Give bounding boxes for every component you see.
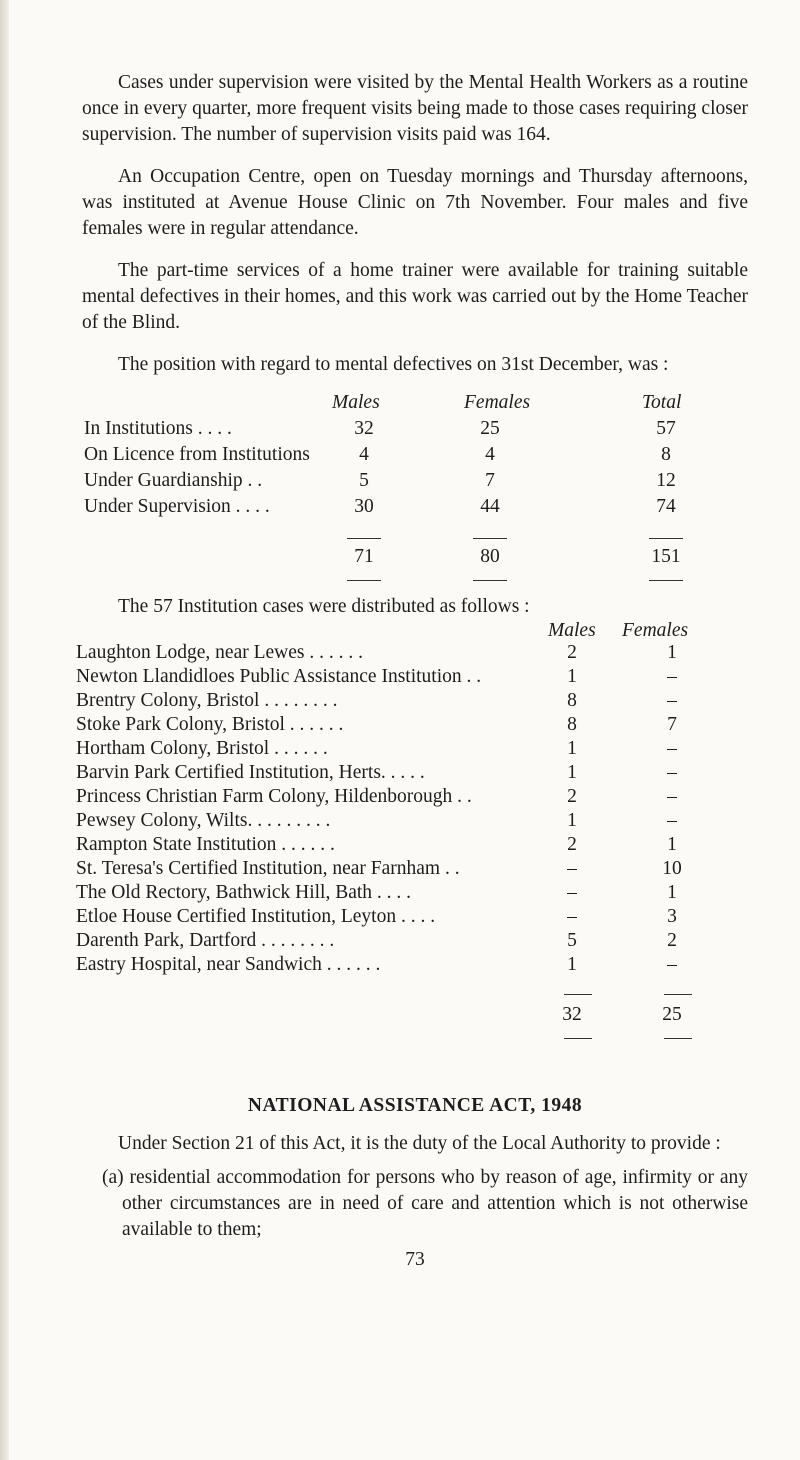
distribution-row bbox=[76, 906, 756, 930]
summary-males: 5 bbox=[359, 470, 369, 491]
institution-name: The Old Rectory, Bathwick Hill, Bath . . . . bbox=[76, 882, 412, 903]
distribution-row bbox=[76, 666, 756, 690]
summary-males: 30 bbox=[354, 496, 374, 517]
distribution-header-males: Males bbox=[548, 620, 596, 641]
distribution-row bbox=[76, 786, 756, 810]
institution-females: 10 bbox=[662, 858, 682, 879]
institution-females: 3 bbox=[667, 906, 677, 927]
summary-total: 8 bbox=[661, 444, 671, 465]
summary-row-label: On Licence from Institutions bbox=[84, 444, 310, 465]
distribution-rule bbox=[664, 994, 692, 995]
institution-name: St. Teresa's Certified Institution, near Farnham . . bbox=[76, 858, 460, 879]
institution-females: 1 bbox=[667, 882, 677, 903]
distribution-row bbox=[76, 930, 756, 954]
distribution-row bbox=[76, 954, 756, 978]
institution-name: Brentry Colony, Bristol . . . . . . . . bbox=[76, 690, 338, 711]
distribution-row bbox=[76, 714, 756, 738]
distribution-rule bbox=[664, 1038, 692, 1039]
summary-row bbox=[84, 444, 744, 470]
distribution-row bbox=[76, 642, 756, 666]
summary-row-label: Under Guardianship . . bbox=[84, 470, 263, 491]
institution-males: – bbox=[567, 882, 577, 903]
institution-males: 2 bbox=[567, 642, 577, 663]
institution-males: 2 bbox=[567, 786, 577, 807]
page-edge-shadow bbox=[0, 0, 9, 1460]
institution-name: Princess Christian Farm Colony, Hildenborough . . bbox=[76, 786, 472, 807]
institution-name: Eastry Hospital, near Sandwich . . . . . . bbox=[76, 954, 381, 975]
summary-table bbox=[82, 392, 748, 627]
distribution-row bbox=[76, 762, 756, 786]
institution-males: 1 bbox=[567, 810, 577, 831]
distribution-rule bbox=[564, 994, 592, 995]
summary-total-males: 71 bbox=[354, 546, 374, 567]
document-page bbox=[76, 70, 748, 1271]
institution-name: Barvin Park Certified Institution, Herts. . . . . bbox=[76, 762, 425, 783]
summary-row bbox=[84, 496, 744, 522]
institution-females: 1 bbox=[667, 834, 677, 855]
summary-females: 4 bbox=[485, 444, 495, 465]
summary-males: 4 bbox=[359, 444, 369, 465]
institution-males: 1 bbox=[567, 954, 577, 975]
distribution-header-females: Females bbox=[622, 620, 689, 641]
summary-total-all: 151 bbox=[651, 546, 681, 567]
paragraph-supervision: Cases under supervision were visited by the Mental Health Workers as a routine once in every quarter, more frequent visits being made to those cases requiring closer supervision. The number of supervision visits paid was 164. bbox=[82, 72, 748, 145]
section-item-a: (a) residential accommodation for persons who by reason of age, infirmity or any other circumstances are in need of care and attention which is not otherwise available to them; bbox=[102, 1167, 748, 1240]
institution-females: – bbox=[667, 690, 677, 711]
summary-rule bbox=[347, 538, 381, 539]
distribution-total-females: 25 bbox=[662, 1004, 682, 1025]
institution-name: Stoke Park Colony, Bristol . . . . . . bbox=[76, 714, 344, 735]
summary-females: 44 bbox=[480, 496, 500, 517]
summary-total: 74 bbox=[656, 496, 676, 517]
paragraph-position: The position with regard to mental defectives on 31st December, was : bbox=[118, 354, 669, 375]
section-heading: NATIONAL ASSISTANCE ACT, 1948 bbox=[247, 1095, 583, 1116]
institution-females: – bbox=[667, 954, 677, 975]
summary-males: 32 bbox=[354, 418, 374, 439]
summary-header-males: Males bbox=[332, 392, 380, 413]
institution-males: 8 bbox=[567, 690, 577, 711]
institution-females: 2 bbox=[667, 930, 677, 951]
summary-row-label: In Institutions . . . . bbox=[84, 418, 232, 439]
institution-males: 1 bbox=[567, 738, 577, 759]
summary-row-label: Under Supervision . . . . bbox=[84, 496, 270, 517]
institution-males: 8 bbox=[567, 714, 577, 735]
distribution-total-males: 32 bbox=[562, 1004, 582, 1025]
distribution-intro: The 57 Institution cases were distributed as follows : bbox=[118, 596, 530, 617]
summary-rule bbox=[649, 580, 683, 581]
paragraph-home-trainer: The part-time services of a home trainer were available for training suitable mental defectives in their homes, and this work was carried out by the Home Teacher of the Blind. bbox=[82, 260, 748, 333]
institution-name: Rampton State Institution . . . . . . bbox=[76, 834, 335, 855]
summary-total-females: 80 bbox=[480, 546, 500, 567]
distribution-row bbox=[76, 858, 756, 882]
institution-males: 1 bbox=[567, 666, 577, 687]
summary-females: 7 bbox=[485, 470, 495, 491]
institution-name: Etloe House Certified Institution, Leyton . . . . bbox=[76, 906, 436, 927]
institution-females: – bbox=[667, 810, 677, 831]
institution-males: – bbox=[567, 906, 577, 927]
institution-females: – bbox=[667, 786, 677, 807]
distribution-row bbox=[76, 834, 756, 858]
summary-header-total: Total bbox=[642, 392, 682, 413]
distribution-totals-row bbox=[76, 1004, 756, 1028]
institution-name: Newton Llandidloes Public Assistance Institution . . bbox=[76, 666, 482, 687]
summary-rule bbox=[649, 538, 683, 539]
institution-males: 5 bbox=[567, 930, 577, 951]
distribution-rule bbox=[564, 1038, 592, 1039]
distribution-row bbox=[76, 690, 756, 714]
summary-totals-row bbox=[84, 546, 744, 572]
section-paragraph: Under Section 21 of this Act, it is the duty of the Local Authority to provide : bbox=[118, 1133, 721, 1154]
summary-rule bbox=[473, 580, 507, 581]
distribution-row bbox=[76, 738, 756, 762]
summary-row bbox=[84, 418, 744, 444]
summary-total: 12 bbox=[656, 470, 676, 491]
institution-females: – bbox=[667, 762, 677, 783]
summary-row bbox=[84, 470, 744, 496]
distribution-table bbox=[76, 620, 748, 1095]
institution-males: 2 bbox=[567, 834, 577, 855]
summary-rule bbox=[473, 538, 507, 539]
institution-females: – bbox=[667, 738, 677, 759]
summary-total: 57 bbox=[656, 418, 676, 439]
distribution-row bbox=[76, 810, 756, 834]
institution-name: Pewsey Colony, Wilts. . . . . . . . . bbox=[76, 810, 331, 831]
page-number: 73 bbox=[405, 1249, 425, 1270]
institution-females: 1 bbox=[667, 642, 677, 663]
institution-name: Darenth Park, Dartford . . . . . . . . bbox=[76, 930, 335, 951]
distribution-row bbox=[76, 882, 756, 906]
institution-females: 7 bbox=[667, 714, 677, 735]
institution-name: Hortham Colony, Bristol . . . . . . bbox=[76, 738, 328, 759]
institution-females: – bbox=[667, 666, 677, 687]
summary-rule bbox=[347, 580, 381, 581]
paragraph-occupation-centre: An Occupation Centre, open on Tuesday mornings and Thursday afternoons, was instituted at Avenue House Clinic on 7th November. Four males and five females were in regular attendance. bbox=[82, 166, 748, 239]
institution-males: 1 bbox=[567, 762, 577, 783]
institution-males: – bbox=[567, 858, 577, 879]
institution-name: Laughton Lodge, near Lewes . . . . . . bbox=[76, 642, 363, 663]
summary-header-females: Females bbox=[464, 392, 531, 413]
summary-females: 25 bbox=[480, 418, 500, 439]
